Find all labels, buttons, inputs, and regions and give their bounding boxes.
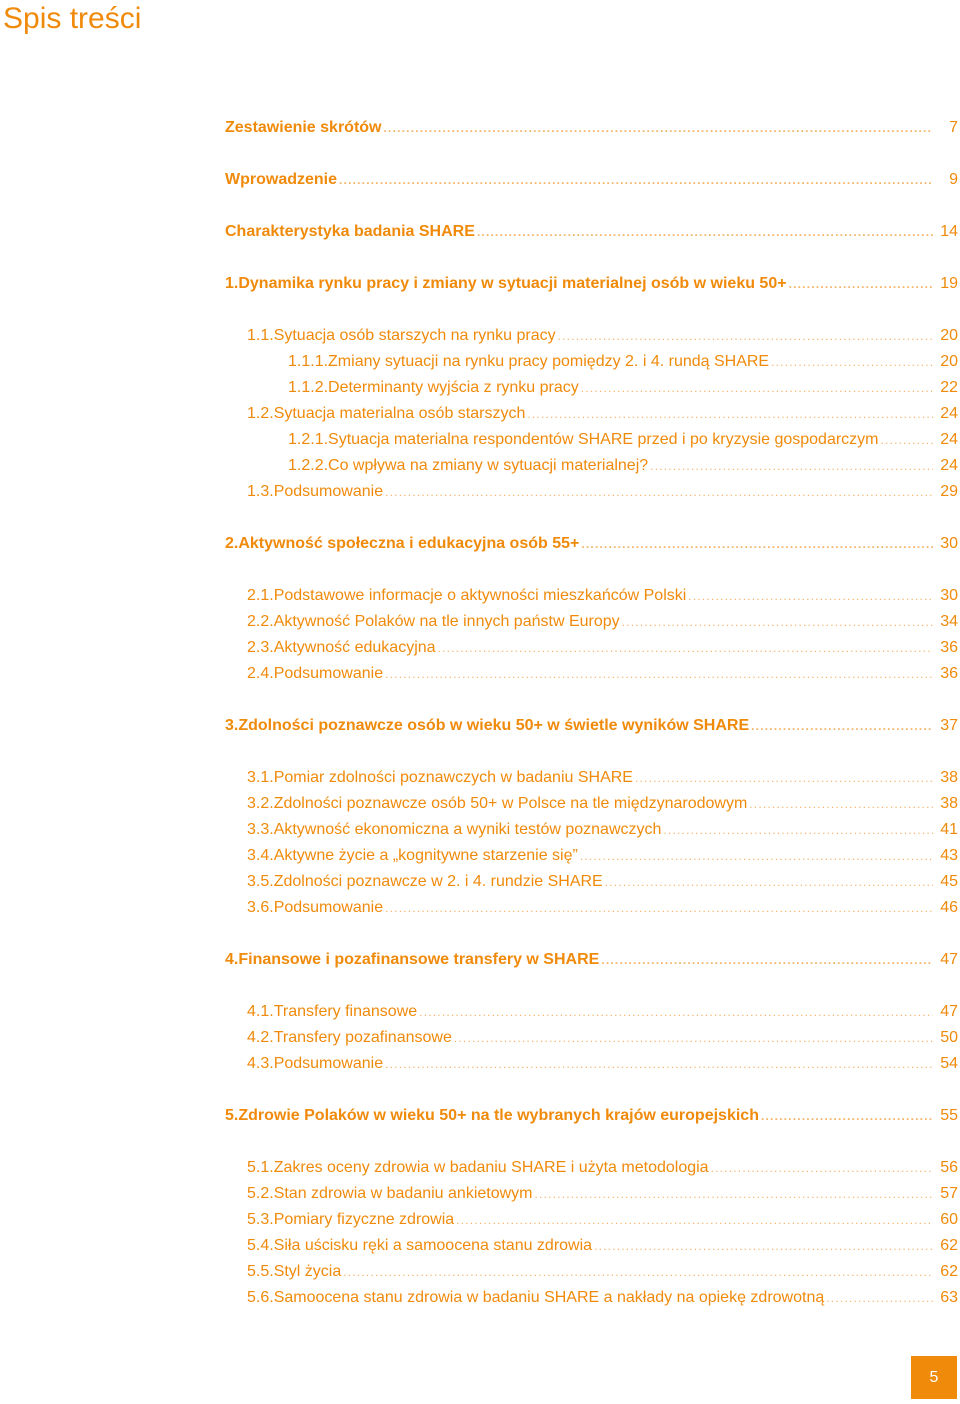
toc-entry[interactable]: [247, 404, 958, 424]
dot-leader: [635, 768, 933, 788]
dot-leader: [688, 586, 933, 606]
toc-entry[interactable]: [247, 586, 958, 606]
toc-entry-page: 20: [940, 327, 958, 344]
toc-entry-label: Aktywność Polaków na tle innych państw Europy: [273, 613, 620, 630]
toc-entry-label: Aktywność edukacyjna: [273, 639, 436, 656]
dot-leader: [385, 482, 933, 502]
toc-entry-page: 46: [940, 899, 958, 916]
toc-entry-number: 3.6.: [247, 899, 274, 916]
toc-entry-number: 2.3.: [247, 639, 274, 656]
toc-entry-number: 1.3.: [247, 483, 274, 500]
toc-entry[interactable]: [247, 612, 958, 632]
toc-entry-label: Dynamika rynku pracy i zmiany w sytuacji materialnej osób w wieku 50+: [238, 275, 787, 292]
dot-leader: [477, 222, 933, 242]
toc-entry[interactable]: [247, 638, 958, 658]
toc-entry-label: Transfery pozafinansowe: [273, 1029, 452, 1046]
toc-entry[interactable]: [247, 820, 958, 840]
toc-entry-label: Aktywność ekonomiczna a wyniki testów poznawczych: [273, 821, 662, 838]
toc-entry[interactable]: [288, 456, 958, 476]
toc-entry-label: Charakterystyka badania SHARE: [225, 223, 475, 240]
page-number-badge: 5: [911, 1356, 957, 1399]
toc-entry-label: Zestawienie skrótów: [225, 119, 382, 136]
toc-entry-label: Pomiar zdolności poznawczych w badaniu SHARE: [273, 769, 633, 786]
dot-leader: [749, 794, 933, 814]
toc-entry[interactable]: [225, 534, 958, 554]
toc-entry-number: 3.4.: [247, 847, 274, 864]
toc-entry-page: 47: [940, 951, 958, 968]
toc-entry-page: 57: [940, 1185, 958, 1202]
toc-entry-page: 34: [940, 613, 958, 630]
toc-entry-label: Sytuacja materialna respondentów SHARE przed i po kryzysie gospodarczym: [328, 431, 879, 448]
dot-leader: [581, 378, 933, 398]
toc-entry-number: 2.1.: [247, 587, 274, 604]
dot-leader: [650, 456, 933, 476]
toc-entry[interactable]: [247, 1184, 958, 1204]
toc-entry-page: 36: [940, 665, 958, 682]
toc-entry[interactable]: [247, 1002, 958, 1022]
toc-entry-page: 55: [940, 1107, 958, 1124]
toc-entry-number: 4.2.: [247, 1029, 274, 1046]
toc-entry-number: 3.1.: [247, 769, 274, 786]
toc-entry-number: 4.1.: [247, 1003, 274, 1020]
toc-entry-label: Siła uścisku ręki a samoocena stanu zdrowia: [273, 1237, 593, 1254]
toc-entry[interactable]: [247, 1262, 958, 1282]
toc-entry-number: 5.6.: [247, 1289, 274, 1306]
dot-leader: [581, 534, 933, 554]
toc-entry-page: 19: [940, 275, 958, 292]
toc-entry-page: 7: [949, 119, 958, 136]
toc-entry-label: Zdolności poznawcze osób w wieku 50+ w świetle wyników SHARE: [238, 717, 750, 734]
toc-entry-label: Sytuacja materialna osób starszych: [273, 405, 526, 422]
dot-leader: [343, 1262, 933, 1282]
dot-leader: [711, 1158, 933, 1178]
toc-entry-number: 4.: [225, 951, 239, 968]
dot-leader: [771, 352, 933, 372]
toc-entry[interactable]: [247, 1210, 958, 1230]
dot-leader: [663, 820, 933, 840]
toc-entry[interactable]: [247, 846, 958, 866]
toc-entry-number: 1.1.2.: [288, 379, 329, 396]
toc-entry-page: 45: [940, 873, 958, 890]
dot-leader: [789, 274, 933, 294]
toc-entry-page: 60: [940, 1211, 958, 1228]
toc-entry-page: 29: [940, 483, 958, 500]
toc-entry-number: 5.2.: [247, 1185, 274, 1202]
toc-entry-number: 1.2.: [247, 405, 274, 422]
toc-entry-number: 2.: [225, 535, 239, 552]
toc-entry-label: Aktywność społeczna i edukacyjna osób 55+: [238, 535, 580, 552]
dot-leader: [761, 1106, 933, 1126]
toc-entry-label: Co wpływa na zmiany w sytuacji materialnej?: [328, 457, 649, 474]
toc-entry-page: 24: [940, 457, 958, 474]
toc-entry-number: 1.1.1.: [288, 353, 329, 370]
toc-entry-number: 5.3.: [247, 1211, 274, 1228]
toc-entry-label: Zdolności poznawcze w 2. i 4. rundzie SHARE: [273, 873, 603, 890]
dot-leader: [601, 950, 933, 970]
toc-entry[interactable]: [288, 378, 958, 398]
toc-entry[interactable]: [247, 1028, 958, 1048]
toc-entry-label: Wprowadzenie: [225, 171, 338, 188]
dot-leader: [385, 898, 933, 918]
toc-entry-page: 54: [940, 1055, 958, 1072]
toc-entry-page: 38: [940, 769, 958, 786]
toc-entry[interactable]: [225, 170, 958, 190]
toc-entry-label: Pomiary fizyczne zdrowia: [273, 1211, 455, 1228]
toc-entry-label: Sytuacja osób starszych na rynku pracy: [273, 327, 556, 344]
toc-entry-number: 5.4.: [247, 1237, 274, 1254]
toc-entry-label: Determinanty wyjścia z rynku pracy: [328, 379, 579, 396]
toc-entry[interactable]: [247, 1158, 958, 1178]
toc-entry-page: 43: [940, 847, 958, 864]
toc-entry-page: 50: [940, 1029, 958, 1046]
toc-entry-label: Finansowe i pozafinansowe transfery w SHARE: [238, 951, 600, 968]
toc-entry-page: 62: [940, 1263, 958, 1280]
toc-entry[interactable]: [247, 664, 958, 684]
toc-entry[interactable]: [288, 430, 958, 450]
dot-leader: [527, 404, 933, 424]
toc-entry-number: 1.1.: [247, 327, 274, 344]
toc-entry[interactable]: [247, 482, 958, 502]
dot-leader: [535, 1184, 934, 1204]
dot-leader: [622, 612, 933, 632]
toc-entry-label: Podsumowanie: [273, 665, 384, 682]
toc-entry[interactable]: [247, 1054, 958, 1074]
dot-leader: [385, 664, 933, 684]
dot-leader: [438, 638, 933, 658]
toc-entry-page: 37: [940, 717, 958, 734]
toc-entry-page: 47: [940, 1003, 958, 1020]
toc-entry-page: 38: [940, 795, 958, 812]
toc-entry-number: 4.3.: [247, 1055, 274, 1072]
toc-entry-page: 9: [949, 171, 958, 188]
toc-entry-label: Zakres oceny zdrowia w badaniu SHARE i użyta metodologia: [273, 1159, 709, 1176]
toc-entry-number: 3.2.: [247, 795, 274, 812]
toc-entry-label: Zdrowie Polaków w wieku 50+ na tle wybranych krajów europejskich: [238, 1107, 759, 1124]
toc-entry[interactable]: [225, 274, 958, 294]
toc-entry-page: 22: [940, 379, 958, 396]
toc-entry[interactable]: [225, 118, 958, 138]
toc-entry[interactable]: [247, 898, 958, 918]
toc-entry[interactable]: [247, 872, 958, 892]
toc-entry-label: Podsumowanie: [273, 1055, 384, 1072]
toc-entry[interactable]: [247, 768, 958, 788]
toc-entry-number: 1.2.1.: [288, 431, 329, 448]
toc-entry-number: 1.: [225, 275, 239, 292]
toc-entry-label: Stan zdrowia w badaniu ankietowym: [273, 1185, 533, 1202]
toc-entry-number: 3.5.: [247, 873, 274, 890]
dot-leader: [384, 118, 934, 138]
toc-entry[interactable]: [247, 326, 958, 346]
dot-leader: [881, 430, 933, 450]
dot-leader: [605, 872, 933, 892]
toc-entry-page: 36: [940, 639, 958, 656]
toc-entry[interactable]: [288, 352, 958, 372]
toc-entry[interactable]: [247, 794, 958, 814]
dot-leader: [385, 1054, 933, 1074]
toc-entry-page: 30: [940, 587, 958, 604]
toc-entry-number: 5.5.: [247, 1263, 274, 1280]
toc-entry-number: 1.2.2.: [288, 457, 329, 474]
toc-entry-label: Samoocena stanu zdrowia w badaniu SHARE a nakłady na opiekę zdrowotną: [273, 1289, 825, 1306]
toc-entry-label: Zmiany sytuacji na rynku pracy pomiędzy 2. i 4. rundą SHARE: [328, 353, 770, 370]
toc-entry-page: 24: [940, 431, 958, 448]
toc-entry-label: Podstawowe informacje o aktywności mieszkańców Polski: [273, 587, 687, 604]
toc-entry[interactable]: [247, 1288, 958, 1308]
toc-entry-number: 3.: [225, 717, 239, 734]
dot-leader: [456, 1210, 933, 1230]
dot-leader: [826, 1288, 933, 1308]
toc-entry[interactable]: [225, 222, 958, 242]
toc-entry-page: 62: [940, 1237, 958, 1254]
toc-entry-label: Zdolności poznawcze osób 50+ w Polsce na tle międzynarodowym: [273, 795, 748, 812]
toc-entry-number: 3.3.: [247, 821, 274, 838]
toc-entry-page: 24: [940, 405, 958, 422]
toc-entry-label: Aktywne życie a „kognitywne starzenie się”: [273, 847, 578, 864]
dot-leader: [454, 1028, 933, 1048]
toc-entry-page: 20: [940, 353, 958, 370]
toc-entry-label: Transfery finansowe: [273, 1003, 418, 1020]
toc-entry-label: Podsumowanie: [273, 899, 384, 916]
toc-entry-number: 2.2.: [247, 613, 274, 630]
dot-leader: [751, 716, 933, 736]
toc-entry-label: Podsumowanie: [273, 483, 384, 500]
toc-entry-page: 56: [940, 1159, 958, 1176]
toc-entry-label: Styl życia: [273, 1263, 342, 1280]
toc-entry-number: 5.1.: [247, 1159, 274, 1176]
toc-entry-page: 14: [940, 223, 958, 240]
dot-leader: [558, 326, 933, 346]
toc-entry[interactable]: [225, 1106, 958, 1126]
toc-entry-number: 5.: [225, 1107, 239, 1124]
dot-leader: [594, 1236, 933, 1256]
toc-entry-page: 41: [940, 821, 958, 838]
toc-entry[interactable]: [225, 716, 958, 736]
toc-entry-page: 63: [940, 1289, 958, 1306]
toc-entry-page: 30: [940, 535, 958, 552]
toc-entry[interactable]: [247, 1236, 958, 1256]
page-title: Spis treści: [3, 2, 142, 35]
dot-leader: [339, 170, 933, 190]
dot-leader: [580, 846, 933, 866]
toc-entry[interactable]: [225, 950, 958, 970]
toc-entry-number: 2.4.: [247, 665, 274, 682]
dot-leader: [419, 1002, 933, 1022]
